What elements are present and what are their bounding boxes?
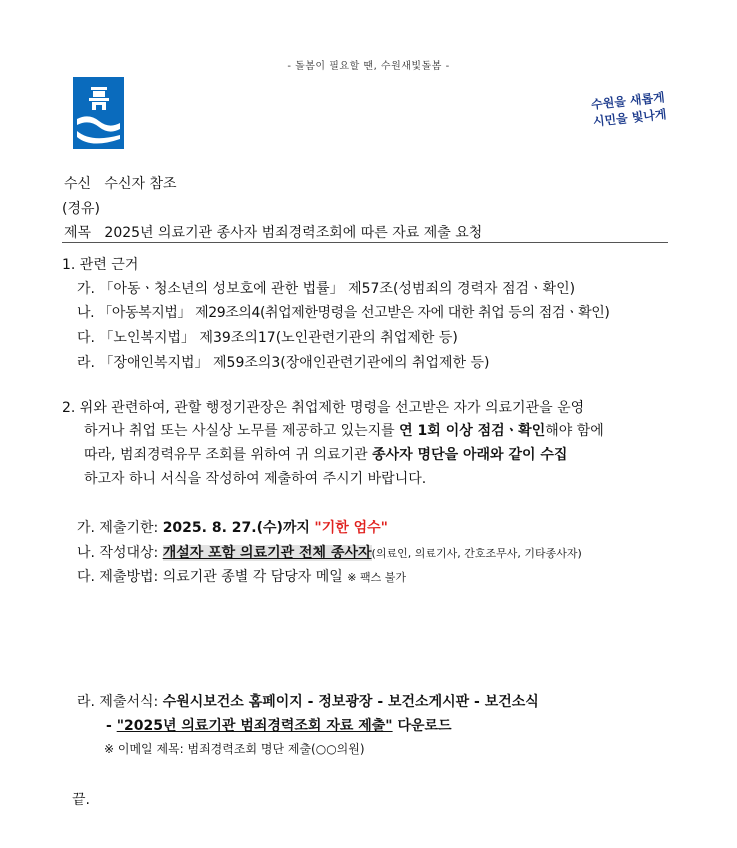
city-emblem-logo <box>73 77 124 149</box>
document-end: 끝. <box>72 792 90 808</box>
line2-text-c: 해야 함에 <box>545 423 604 439</box>
line2-text-a: 하거나 취업 또는 사실상 노무를 제공하고 있는지를 <box>84 423 400 439</box>
basis-item-4: 라. 「장애인복지법」 제59조의3(장애인관련기관에의 취업제한 등) <box>77 355 490 371</box>
format-label: 라. 제출서식: <box>77 694 163 710</box>
subject-row <box>64 222 482 242</box>
basis-item-1: 가. 「아동ㆍ청소년의 성보호에 관한 법률」 제57조(성범죄의 경력자 점검ㆍ확인) <box>77 281 576 297</box>
recipient-value: 수신자 참조 <box>104 176 177 192</box>
method-value: 의료기관 종별 각 담당자 메일 <box>162 569 343 585</box>
download-file-name: "2025년 의료기관 범죄경력조회 자료 제출" <box>116 718 393 734</box>
section2-line-2 <box>84 420 604 440</box>
download-text: 다운로드 <box>392 718 452 734</box>
header-tagline: - 돌봄이 필요할 땐, 수원새빛돌봄 - <box>287 61 450 72</box>
format-dash: - <box>106 718 117 734</box>
target-row <box>77 542 582 562</box>
deadline-note: "기한 엄수" <box>314 520 388 536</box>
subject-value: 2025년 의료기관 종사자 범죄경력조회에 따른 자료 제출 요청 <box>104 225 483 241</box>
target-note: (의료인, 의료기사, 간호조무사, 기타종사자) <box>371 547 582 560</box>
method-note: ※ 팩스 불가 <box>347 571 406 584</box>
slogan-line-1: 수원을 새롭게 <box>590 90 666 112</box>
method-label: 다. 제출방법: <box>77 569 163 585</box>
slogan-line-2: 시민을 빛나게 <box>592 107 668 129</box>
method-row <box>77 566 406 586</box>
line3-text-a: 따라, 범죄경력유무 조회를 위하여 귀 의료기관 <box>84 447 373 463</box>
section1-heading: 1. 관련 근거 <box>62 257 139 273</box>
city-slogan <box>590 89 667 131</box>
header-divider <box>62 242 668 243</box>
inspection-frequency: 연 1회 이상 점검ㆍ확인 <box>399 423 546 439</box>
deadline-row <box>77 517 388 537</box>
collection-notice: 종사자 명단을 아래와 같이 수집 <box>372 447 568 463</box>
format-row-2 <box>106 715 452 735</box>
format-row <box>77 691 539 711</box>
target-label: 나. 작성대상: <box>77 545 163 561</box>
deadline-value: 2025. 8. 27.(수)까지 <box>162 520 310 536</box>
basis-item-2: 나. 「아동복지법」 제29조의4(취업제한명령을 선고받은 자에 대한 취업 등의 점검ㆍ확인) <box>77 305 610 321</box>
basis-item-3: 다. 「노인복지법」 제39조의17(노인관련기관의 취업제한 등) <box>77 330 458 346</box>
recipient-label: 수신 <box>64 176 92 192</box>
via-row: (경유) <box>62 201 100 217</box>
section2-line-1: 2. 위와 관련하여, 관할 행정기관장은 취업제한 명령을 선고받은 자가 의료기관을 운영 <box>62 400 585 416</box>
email-subject-note: ※ 이메일 제목: 범죄경력조회 명단 제출(○○의원) <box>104 742 365 756</box>
target-value: 개설자 포함 의료기관 전체 종사자 <box>162 545 372 561</box>
subject-label: 제목 <box>64 225 92 241</box>
format-value: 수원시보건소 홈페이지 - 정보광장 - 보건소게시판 - 보건소식 <box>162 694 539 710</box>
recipient-row <box>64 173 177 193</box>
section2-line-4: 하고자 하니 서식을 작성하여 제출하여 주시기 바랍니다. <box>84 471 427 487</box>
section2-line-3 <box>84 444 567 464</box>
deadline-label: 가. 제출기한: <box>77 520 163 536</box>
